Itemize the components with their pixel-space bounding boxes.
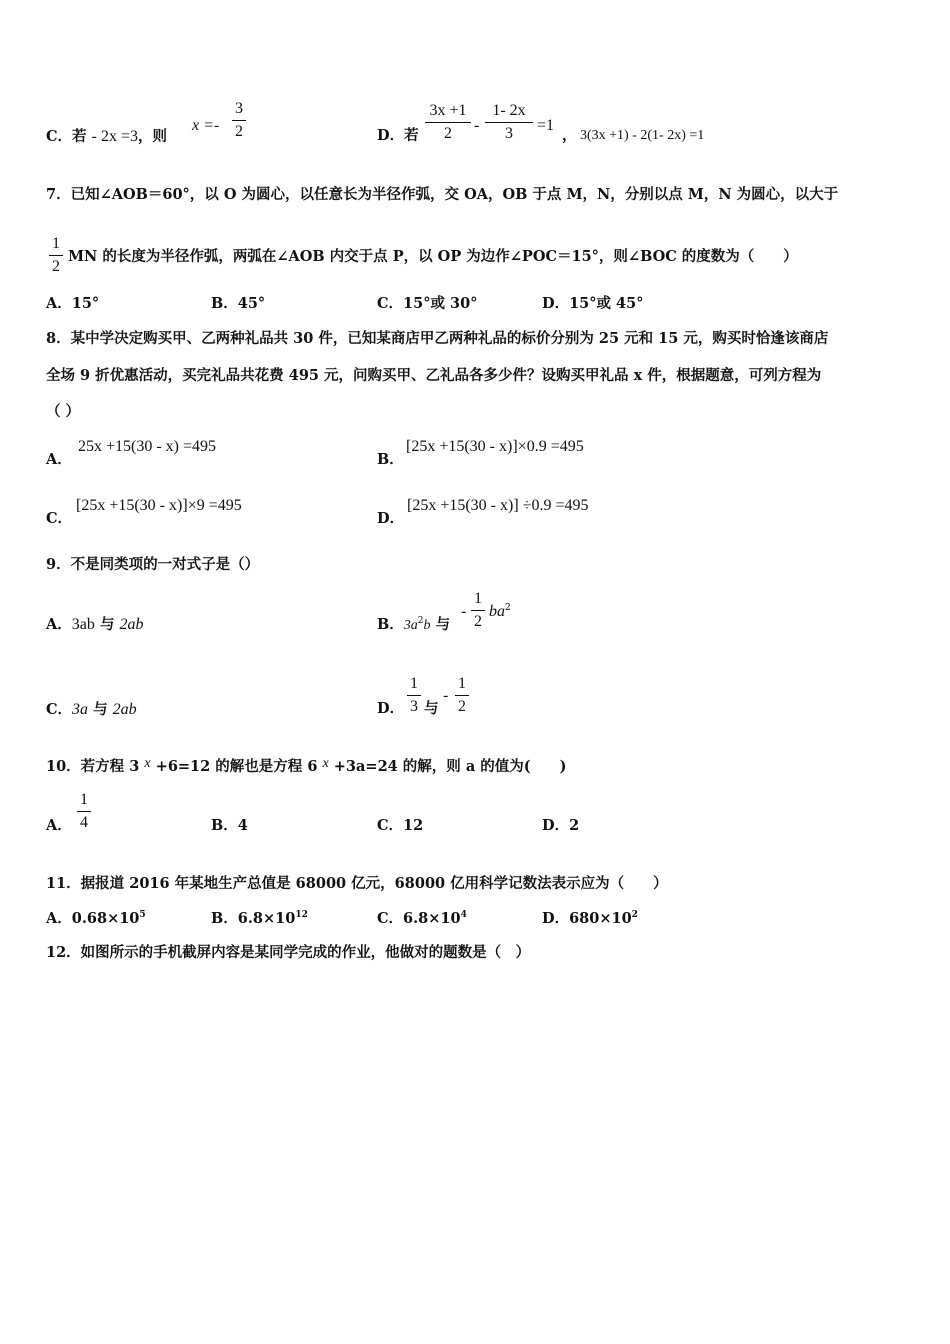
q6-c-text: 若 (72, 128, 87, 145)
q11-option-d (542, 911, 638, 926)
q6-d-fraction-2 (485, 103, 533, 142)
q8-a-eq: 25x +15(30 - x) =495 (78, 438, 217, 455)
q11-d-text: D．680×10 (542, 909, 632, 927)
q6-d-fraction-1 (425, 103, 471, 142)
q11-b-text: B．6.8×10 (211, 909, 296, 927)
q6-c-den: 2 (235, 123, 243, 140)
q8-stem-line2: 全场 9 折优惠活动，买完礼品共花费 495 元，问购买甲、乙礼品各多少件？设购买甲礼品 x 件，根据题意，可列方程为 (46, 367, 822, 384)
q8-option-a (78, 439, 216, 455)
q9-b-term1: 3a (403, 617, 418, 633)
q6-d-num1: 3x +1 (429, 102, 467, 119)
q7-stem-line1: 7．已知∠AOB＝60°，以 O 为圆心，以任意长为半径作弧，交 OA，OB 于点 M，N，分别以点 M，N 为圆心，以大于 (46, 186, 839, 203)
q6-c-x (192, 118, 219, 134)
q10-option-d: D．2 (542, 817, 580, 834)
q9-c-with: 与 (93, 701, 108, 718)
q9-a-with: 与 (99, 616, 115, 633)
q6-d-den1: 2 (444, 125, 452, 142)
q9-d-den2: 2 (458, 698, 466, 715)
q6-option-c (46, 129, 167, 145)
q9-d-num1: 1 (410, 675, 418, 692)
q8-stem-line1: 8．某中学决定购买甲、乙两种礼品共 30 件，已知某商店甲乙两种礼品的标价分别为 25 元和 15 元，购买时恰逢该商店 (46, 330, 829, 347)
q11-option-b (211, 911, 308, 926)
q9-option-b (377, 617, 450, 633)
q9-a-term2: 2ab (119, 616, 144, 633)
q6-c-num: 3 (235, 100, 243, 117)
q9-b-den: 2 (474, 613, 482, 630)
q9-b-term1-b: b (423, 617, 431, 633)
q6-d-num2: 1- 2x (492, 102, 526, 119)
q6-d-text: 若 (404, 127, 419, 144)
q8-c-eq: [25x +15(30 - x)]×9 =495 (76, 497, 242, 514)
q9-b-term2-text: ba (489, 603, 505, 620)
q9-option-c (46, 702, 137, 718)
q7-stem-line2: MN 的长度为半径作弧，两弧在∠AOB 内交于点 P，以 OP 为边作∠POC＝15°，则∠BOC 的度数为（ ） (68, 248, 798, 265)
q9-c-term1: 3a (72, 701, 89, 718)
q9-b-minus: - (461, 603, 467, 620)
q9-option-a (46, 617, 144, 633)
q9-d-num2: 1 (458, 675, 466, 692)
q9-b-num: 1 (474, 590, 482, 607)
q8-option-c (76, 498, 242, 514)
q10-stem (46, 756, 567, 775)
q8-option-b (406, 439, 584, 455)
q9-b-term2-exp: 2 (505, 603, 511, 614)
q10-stem-x2: x (322, 756, 329, 771)
q6-c-fraction (232, 101, 246, 140)
q6-d-result (580, 128, 704, 143)
q11-b-exp: 12 (295, 910, 308, 920)
q9-b-term2 (489, 604, 511, 620)
q7-half-num: 1 (52, 235, 60, 252)
q6-d-eq-text: =1 (537, 117, 555, 134)
q7-half-den: 2 (52, 258, 60, 275)
q11-a-text: A．0.68×10 (46, 909, 140, 927)
q6-d-comma: ， (562, 127, 577, 144)
q10-a-den: 4 (80, 814, 88, 831)
q9-a-term1: 3ab (71, 616, 95, 633)
q8-c-label: C． (46, 510, 73, 527)
q6-d-den2: 3 (505, 125, 513, 142)
q9-d-fraction-1 (407, 676, 421, 715)
q10-option-c: C．12 (377, 817, 424, 834)
q10-option-b: B．4 (211, 817, 248, 834)
q10-stem-b: +6=12 的解也是方程 6 (155, 758, 318, 775)
q9-d-with: 与 (424, 700, 439, 717)
q6-c-equation: - 2x =3 (91, 128, 138, 145)
q6-c-label: C． (46, 128, 73, 145)
q10-a-num: 1 (80, 791, 88, 808)
q11-stem: 11．据报道 2016 年某地生产总值是 68000 亿元，68000 亿用科学记数法表示应为（ ） (46, 875, 668, 892)
q7-option-d: D．15°或 45° (542, 295, 644, 312)
q9-d-label: D． (377, 700, 405, 717)
q9-d-minus: - (443, 687, 449, 704)
q10-a-label: A． (46, 817, 72, 834)
q7-half-fraction (49, 236, 63, 275)
q9-d-den1: 3 (410, 698, 418, 715)
q6-c-then: ，则 (137, 128, 167, 145)
q9-b-label: B． (377, 615, 404, 633)
q6-d-minus: - (474, 117, 480, 134)
q6-option-d (377, 129, 419, 144)
q6-d-eq (537, 118, 554, 134)
q11-c-exp: 4 (460, 910, 467, 920)
q11-option-c (377, 911, 467, 926)
q9-c-label: C． (46, 701, 73, 718)
q12-stem: 12．如图所示的手机截屏内容是某同学完成的作业，他做对的题数是（ ） (46, 944, 531, 961)
q7-option-a: A．15° (46, 295, 100, 312)
q8-d-eq: [25x +15(30 - x)] ÷0.9 =495 (407, 497, 589, 514)
q8-stem-line3: （ ） (46, 403, 81, 420)
q8-option-d (407, 498, 588, 514)
q9-stem: 9．不是同类项的一对式子是（） (46, 556, 260, 573)
q9-b-with: 与 (435, 615, 451, 633)
q10-stem-x1: x (144, 756, 151, 771)
q9-d-fraction-2 (455, 676, 469, 715)
q10-a-fraction (77, 792, 91, 831)
q9-b-fraction (471, 591, 485, 630)
q7-option-c: C．15°或 30° (377, 295, 478, 312)
q9-a-label: A． (46, 616, 72, 633)
q11-d-exp: 2 (631, 910, 638, 920)
q10-stem-c: +3a=24 的解，则 a 的值为( ) (333, 758, 567, 775)
q6-c-x-text: x =- (192, 117, 220, 134)
q8-b-label: B． (377, 451, 404, 468)
q8-b-eq: [25x +15(30 - x)]×0.9 =495 (406, 438, 584, 455)
q7-option-b: B．45° (211, 295, 266, 312)
q9-b-term1-exp: 2 (417, 616, 424, 626)
q6-d-label: D． (377, 127, 405, 144)
q11-option-a (46, 911, 146, 926)
q9-c-term2: 2ab (112, 701, 137, 718)
q11-a-exp: 5 (139, 910, 146, 920)
q11-c-text: C．6.8×10 (377, 909, 461, 927)
q10-stem-a: 10．若方程 3 (46, 758, 140, 775)
q8-a-label: A． (46, 451, 72, 468)
q8-d-label: D． (377, 510, 405, 527)
q6-d-result-text: 3(3x +1) - 2(1- 2x) =1 (580, 128, 705, 143)
